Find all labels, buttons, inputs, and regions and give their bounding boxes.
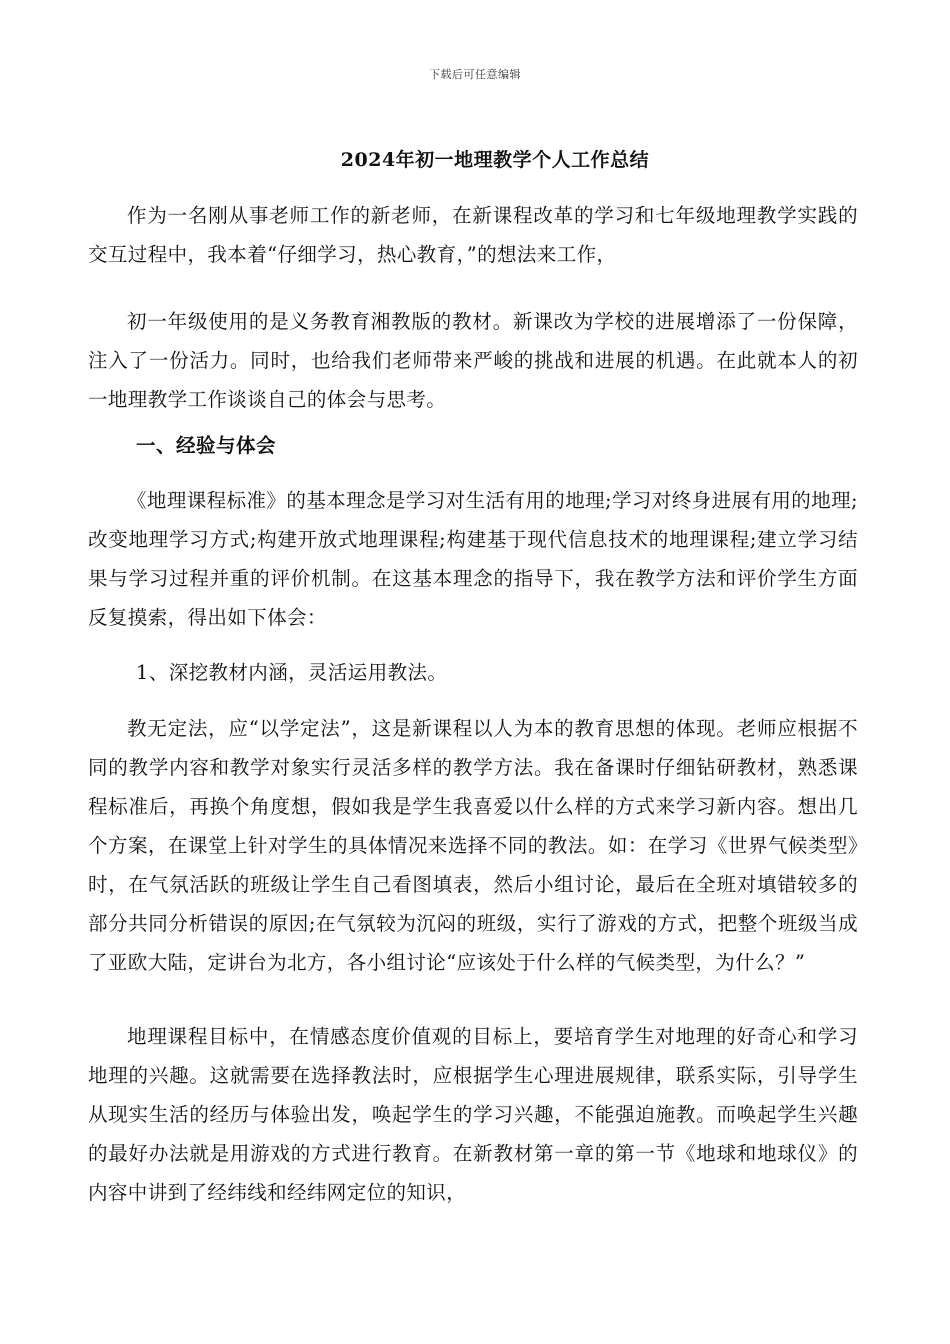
list-item-1: 1、深挖教材内涵，灵活运用教法。 — [136, 661, 448, 684]
paragraph-course-goal: 地理课程目标中，在情感态度价值观的目标上，要培育学生对地理的好奇心和学习地理的兴趣。这就需要在选择教法时，应根据学生心理进展规律，联系实际，引导学生从现实生活的经历与体验出发，唤起学生的学习兴趣，不能强迫施教。而唤起学生兴趣的最好办法就是用游戏的方式进行教育。在新教材第一章的第一节《地球和地球仪》的内容中讲到了经纬线和经纬网定位的知识， — [88, 1025, 858, 1204]
header-note: 下载后可任意编辑 — [429, 68, 521, 81]
document-title: 2024年初一地理教学个人工作总结 — [340, 149, 650, 171]
paragraph-textbook: 初一年级使用的是义务教育湘教版的教材。新课改为学校的进展增添了一份保障，注入了一份活力。同时，也给我们老师带来严峻的挑战和进展的机遇。在此就本人的初一地理教学工作谈谈自己的体会与思考。 — [88, 310, 858, 411]
paragraph-teaching-method: 教无定法，应“以学定法”，这是新课程以人为本的教育思想的体现。老师应根据不同的教学内容和教学对象实行灵活多样的教学方法。我在备课时仔细钻研教材，熟悉课程标准后，再换个角度想，假如我是学生我喜爱以什么样的方式来学习新内容。想出几个方案，在课堂上针对学生的具体情况来选择不同的教法。如：在学习《世界气候类型》时，在气氛活跃的班级让学生自己看图填表，然后小组讨论，最后在全班对填错较多的部分共同分析错误的原因;在气氛较为沉闷的班级，实行了游戏的方式，把整个班级当成了亚欧大陆，定讲台为北方，各小组讨论“应该处于什么样的气候类型，为什么？” — [88, 717, 858, 974]
paragraph-intro: 作为一名刚从事老师工作的新老师，在新课程改革的学习和七年级地理教学实践的交互过程中，我本着“仔细学习，热心教育，”的想法来工作， — [88, 204, 858, 266]
section-heading-experience: 一、经验与体会 — [136, 434, 277, 457]
paragraph-curriculum-standard: 《地理课程标准》的基本理念是学习对生活有用的地理;学习对终身进展有用的地理;改变地理学习方式;构建开放式地理课程;构建基于现代信息技术的地理课程;建立学习结果与学习过程并重的评价机制。在这基本理念的指导下，我在教学方法和评价学生方面反复摸索，得出如下体会： — [88, 489, 858, 629]
